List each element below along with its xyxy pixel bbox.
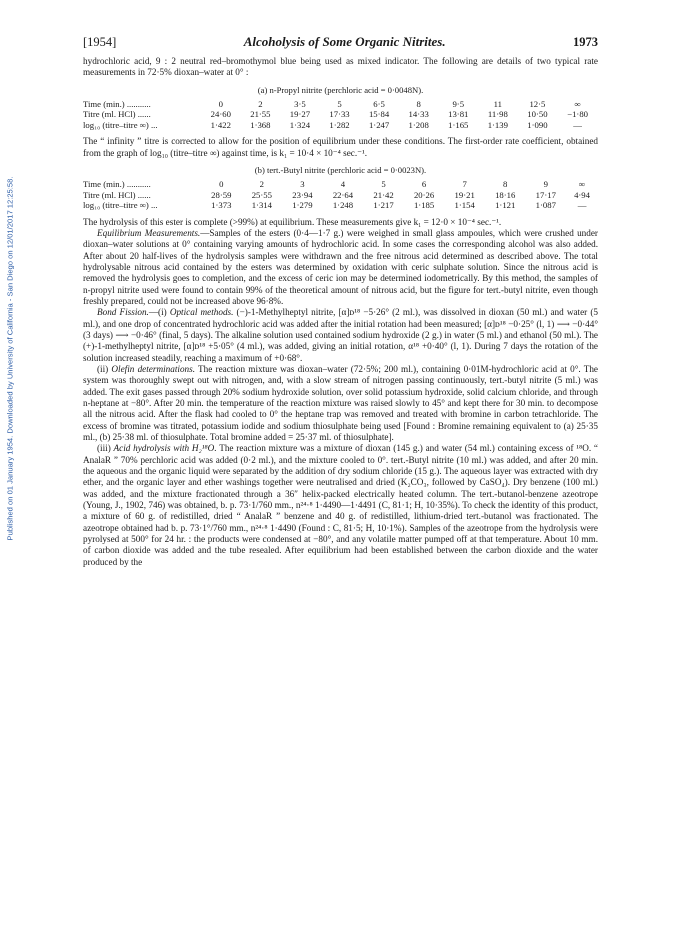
equilibrium-heading: Equilibrium Measurements. xyxy=(97,227,201,238)
table-cell: 1·154 xyxy=(454,200,475,211)
table-cell: 6·5 xyxy=(373,99,385,110)
table-cell: ∞ xyxy=(574,99,581,110)
bond-fission-sub: —(i) xyxy=(148,307,170,318)
table-cell: 1·373 xyxy=(211,200,232,211)
table-cell: 1·324 xyxy=(289,119,311,130)
acid-lead: (iii) xyxy=(97,443,114,454)
table-cell: 21·42 xyxy=(373,189,394,200)
table-cell: 19·21 xyxy=(454,189,475,200)
table-cell: 25·55 xyxy=(251,189,272,200)
optical-methods-heading: Optical methods. xyxy=(169,307,234,318)
table-cell: 19·27 xyxy=(289,109,311,120)
table-cell: 11 xyxy=(493,99,503,110)
table-row xyxy=(83,120,598,130)
table-cell: 1·087 xyxy=(535,200,556,211)
table-cell: 4 xyxy=(340,179,346,190)
equilibrium-text: —Samples of the esters (0·4—1·7 g.) were weighed in small glass ampoules, which were crushed under dioxan–water solutions at 0° containing varying amounts of hydrochloric acid. In some cases the corresponding alcohol was also added. After about 20 half-lives of the hydrolysis samples were withdrawn and the free nitrous acid determined as described above. The total hydrolysable nitrous acid contained by the esters was determined by oxidation with ceric sulphate solution. Since the nitrous acid is removed the hydrolysis goes to completion, and the excess of ceric ion may be determined iodometrically. By this method, the samples of n-propyl nitrite used were found to contain 99% of the theoretical amount of nitrous acid, but the figure for tert.-butyl nitrite, even though freshly prepared, could not be increased above 96·8%. xyxy=(83,227,598,306)
paper-page xyxy=(83,36,598,568)
row-label: log₁₀ (titre–titre ∞) ... xyxy=(83,200,158,211)
table-cell: 1·165 xyxy=(448,119,469,130)
header-title: Alcoholysis of Some Organic Nitrites. xyxy=(243,34,446,49)
bond-fission-text: (−)-1-Methylheptyl nitrite, [α]ᴅ¹⁸ −5·26° (2 ml.), was dissolved in dioxan (50 ml.) and water (5 ml.), and one drop of concentrated hydrochloric acid was added after the initial rotation had been measured; [α]ᴅ¹⁸ −0·25° (l, 1) ⟶ −0·44° (3 days) ⟶ −0·46° (final, 5 days). The alkaline solution used contained sodium hydroxide (2 g.) in water (5 ml.) and ethanol (50 ml.). The (+)-1-methylheptyl nitrite, [α]ᴅ¹⁸ +5·05° (4 ml.), was added, giving an initial rotation, α¹⁸ +0·40° (l, 1). During 7 days the rotation of the solution increased steadily, reaching a maximum of +0·68°. xyxy=(83,307,598,363)
equilibrium-paragraph xyxy=(83,228,598,307)
table-row xyxy=(83,190,598,200)
table-cell: 18·16 xyxy=(495,189,516,200)
download-watermark xyxy=(4,112,16,604)
table-row xyxy=(83,99,598,109)
table-cell: 4·94 xyxy=(574,189,590,200)
table-cell: 6 xyxy=(421,179,427,190)
running-header xyxy=(83,36,598,54)
table-cell: 8 xyxy=(503,179,508,190)
acid-hydrolysis-paragraph xyxy=(83,443,598,568)
table-cell: — xyxy=(573,119,582,130)
acid-heading: Acid hydrolysis with H₂¹⁸O. xyxy=(113,443,217,454)
table-cell: 5 xyxy=(381,179,386,190)
row-label: log₁₀ (titre–titre ∞) ... xyxy=(83,119,158,130)
table-cell: 1·314 xyxy=(251,200,272,211)
table-cell: 22·64 xyxy=(332,189,354,200)
row-label: Time (min.) ........... xyxy=(83,99,151,110)
table-cell: 2 xyxy=(258,99,263,110)
header-page-number: 1973 xyxy=(572,35,598,49)
table-cell: 1·139 xyxy=(487,119,508,130)
row-label: Titre (ml. HCl) ...... xyxy=(83,109,151,120)
row-label: Time (min.) ........... xyxy=(83,179,151,190)
table-cell: 9 xyxy=(543,179,548,190)
table-cell: 7 xyxy=(462,179,467,190)
table-row xyxy=(83,179,598,189)
table-cell: 17·17 xyxy=(535,189,556,200)
table-a xyxy=(83,99,598,130)
acid-text: The reaction mixture was a mixture of dioxan (145 g.) and water (54 ml.) containing excess of ¹⁸O. “ AnalaR ” 70% perchloric acid was added (0·2 ml.), and the mixture cooled to 0°. tert.-Butyl nitrite (10 ml.) was added, and after 20 min. the aqueous and the organic liquid were separated by the addition of dry sodium chloride (15 g.). The aqueous layer was extracted with dry ether, and the organic layer and ether washings together were neutralised and dried (K₂CO₃, followed by CaSO₄). Dry benzene (100 ml.) was added, and the mixture fractionated through a 36″ helix-packed electrically heated column. The tert.-butanol-benzene azeotrope (Young, J., 1902, 746) was obtained, b. p. 73·1/760 mm., n²⁴·⁸ 1·4490—1·4491 (C, 81·1; H, 10·35%). To check the identity of this product, a mixture of 60 g. of redistilled, dried “ AnalaR ” benzene and 40 g. of redistilled, lithium-dried tert.-butanol was fractionated. The azeotrope obtained had b. p. 73·1°/760 mm., n²⁴·⁸ 1·4490 (Found : C, 81·5; H, 10·1%). Samples of the azeotrope from the hydrolysis were pyrolysed at 500° for 24 hr. : the products were condensed at −80°, and any volatile matter pumped off at that temperature. About 10 mm. of carbon dioxide was added and the tube resealed. After equilibrium had been established between the carbon dioxide and the water produced by the xyxy=(83,443,599,567)
table-cell: −1·80 xyxy=(567,109,589,120)
table-cell: 1·185 xyxy=(413,200,435,211)
table-row xyxy=(83,200,598,210)
table-cell: 1·422 xyxy=(210,119,231,130)
table-cell: 1·247 xyxy=(368,119,390,130)
table-cell: 1·368 xyxy=(250,119,271,130)
header-year: [1954] xyxy=(83,35,117,49)
table-cell: 1·217 xyxy=(373,200,394,211)
table-cell: 2 xyxy=(259,179,265,190)
table-row xyxy=(83,109,598,119)
table-b-caption: (b) tert.-Butyl nitrite (perchloric acid = 0·0023N). xyxy=(254,164,427,175)
table-cell: 10·50 xyxy=(527,109,548,120)
table-cell: 23·94 xyxy=(292,189,313,200)
row-label: Titre (ml. HCl) ...... xyxy=(83,189,151,200)
table-cell: 3·5 xyxy=(294,99,306,110)
table-cell: — xyxy=(577,200,587,211)
table-cell: 1·121 xyxy=(495,200,516,211)
olefin-lead: (ii) xyxy=(97,363,112,374)
table-cell: 1·279 xyxy=(292,200,313,211)
table-a-caption: (a) n-Propyl nitrite (perchloric acid = 0·0048N). xyxy=(257,84,424,95)
table-cell: 9·5 xyxy=(452,99,465,110)
bond-fission-paragraph xyxy=(83,307,598,364)
olefin-text: The reaction mixture was dioxan–water (72·5%; 200 ml.), containing 0·01M-hydrochloric acid at 0°. The system was thoroughly swept out with nitrogen, and, with a slow stream of nitrogen passing continuously, tert.-butyl nitrite (5 ml.) was added. The exit gases passed through 20% sodium hydroxide solution, over solid potassium hydroxide, solid calcium chloride, and through n-heptane at −80°. After 20 min. the temperature of the reaction mixture was raised slowly to 45° and kept there for 30 min. to decompose all the nitrous acid. After the flask had cooled to 0° the heptane trap was removed and treated with bromine in carbon tetrachloride. The excess of bromine was titrated, potassium iodide and sodium thiosulphate being used [Found : Bromine remaining equivalent to (a) 25·35 ml., (b) 25·38 ml. of thiosulphate. Total bromine added = 25·37 ml. of thiosulphate]. xyxy=(83,363,598,443)
table-cell: 1·282 xyxy=(329,119,350,130)
download-watermark-text: Published on 01 January 1954. Downloaded by University of California - San Diego on 12/01/2017 12:25:58. xyxy=(5,176,15,540)
table-cell: 0 xyxy=(219,179,224,190)
table-cell: 15·84 xyxy=(368,109,390,120)
table-cell: 5 xyxy=(337,99,342,110)
table-cell: 17·33 xyxy=(329,109,350,120)
table-cell: 1·090 xyxy=(527,119,548,130)
hydrolysis-paragraph: The hydrolysis of this ester is complete (>99%) at equilibrium. These measurements give k₁ = 12·0 × 10⁻⁴ sec.⁻¹. xyxy=(83,216,502,227)
table-cell: 13·81 xyxy=(448,109,469,120)
table-cell: ∞ xyxy=(578,179,586,190)
olefin-paragraph xyxy=(83,364,598,443)
table-cell: 24·60 xyxy=(210,109,231,120)
table-cell: 21·55 xyxy=(250,109,271,120)
olefin-heading: Olefin determinations. xyxy=(111,363,196,374)
bond-fission-heading: Bond Fission. xyxy=(97,307,149,318)
intro-paragraph: hydrochloric acid, 9 : 2 neutral red–bromothymol blue being used as mixed indicator. The following are details of two typical rate measurements in 72·5% dioxan–water at 0° : xyxy=(83,56,598,78)
table-cell: 1·248 xyxy=(332,200,354,211)
infinity-paragraph: The “ infinity ” titre is corrected to allow for the position of equilibrium under these conditions. The first-order rate coefficient, obtained from the graph of log₁₀ (titre–titre ∞) against time, is k₁ = 10·4 × 10⁻⁴ sec.⁻¹. xyxy=(83,136,598,158)
table-cell: 3 xyxy=(300,179,305,190)
table-cell: 11·98 xyxy=(487,109,508,120)
table-cell: 8 xyxy=(416,99,421,110)
table-cell: 1·208 xyxy=(408,119,429,130)
table-cell: 0 xyxy=(218,99,223,110)
table-cell: 28·59 xyxy=(211,189,232,200)
table-cell: 12·5 xyxy=(529,99,546,110)
table-cell: 20·26 xyxy=(413,189,435,200)
table-b xyxy=(83,179,598,210)
table-cell: 14·33 xyxy=(408,109,429,120)
